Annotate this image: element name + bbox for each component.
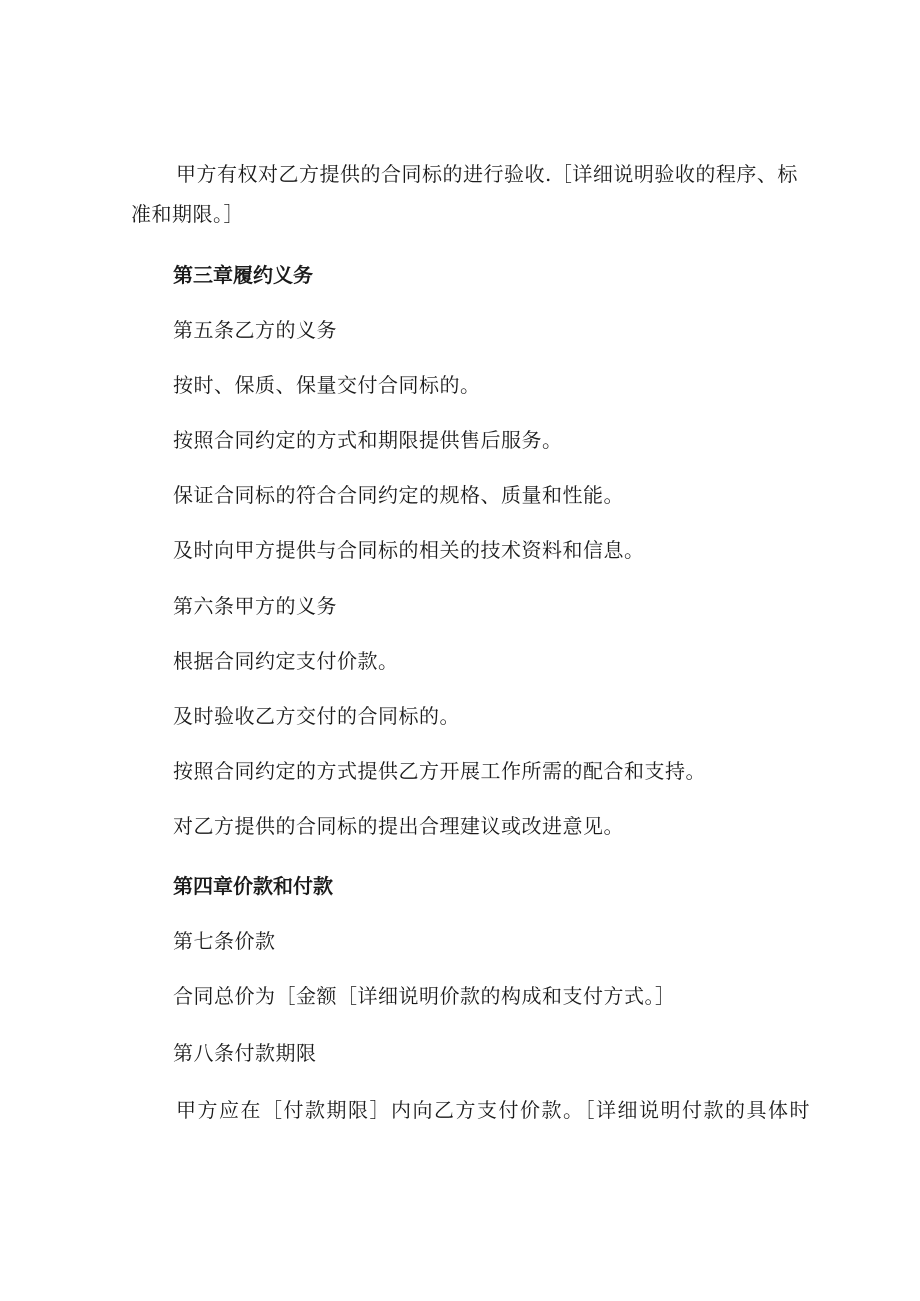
- article-5-item-4: 及时向甲方提供与合同标的相关的技术资料和信息。: [173, 538, 645, 562]
- article-5-item-1: 按时、保质、保量交付合同标的。: [173, 373, 481, 397]
- article-6-item-2: 及时验收乙方交付的合同标的。: [173, 704, 460, 728]
- article-8-title: 第八条付款期限: [173, 1041, 317, 1065]
- article-5-item-3: 保证合同标的符合合同约定的规格、质量和性能。: [173, 483, 624, 507]
- article-6-item-3: 按照合同约定的方式提供乙方开展工作所需的配合和支持。: [173, 759, 706, 783]
- article-6-item-4: 对乙方提供的合同标的提出合理建议或改进意见。: [173, 814, 624, 838]
- chapter-3-heading: 第三章履约义务: [173, 263, 313, 287]
- chapter-4-heading: 第四章价款和付款: [173, 874, 333, 898]
- acceptance-paragraph-line-2: 准和期限。］: [131, 202, 244, 226]
- article-5-item-2: 按照合同约定的方式和期限提供售后服务。: [173, 428, 563, 452]
- article-7-title: 第七条价款: [173, 929, 276, 953]
- article-6-title: 第六条甲方的义务: [173, 594, 337, 618]
- article-5-title: 第五条乙方的义务: [173, 318, 337, 342]
- article-6-item-1: 根据合同约定支付价款。: [173, 649, 399, 673]
- acceptance-paragraph-line-1: 甲方有权对乙方提供的合同标的进行验收.［详细说明验收的程序、标: [176, 162, 798, 186]
- article-7-text: 合同总价为［金额［详细说明价款的构成和支付方式。］: [173, 984, 676, 1008]
- article-8-text: 甲方应在［付款期限］内向乙方支付价款。［详细说明付款的具体时: [176, 1098, 811, 1122]
